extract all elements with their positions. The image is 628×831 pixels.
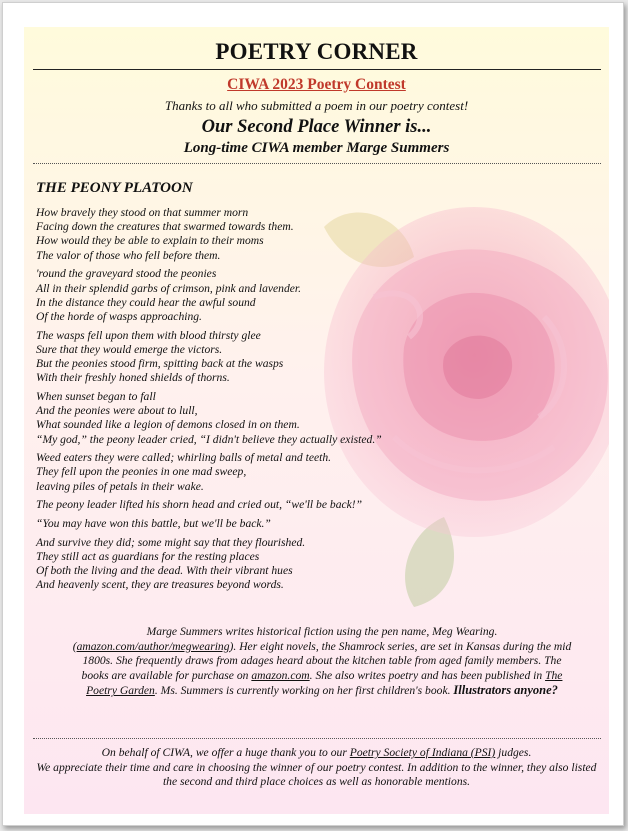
contest-heading: CIWA 2023 Poetry Contest: [227, 76, 406, 93]
poem-line: “My god,” the peony leader cried, “I didn't believe they actually existed.”: [36, 432, 382, 446]
psi-link[interactable]: Poetry Society of Indiana (PSI): [349, 746, 496, 759]
poem-stanza: [36, 517, 456, 531]
poem-line: “You may have won this battle, but we'll be back.”: [36, 517, 271, 531]
poem-line: The peony leader lifted his shorn head and cried out, “we'll be back!”: [36, 498, 363, 512]
poem-line: With their freshly honed shields of thorns.: [36, 371, 230, 385]
bio-text: . Ms. Summers is currently working on her first children's book.: [154, 684, 454, 698]
illustrators-callout: Illustrators anyone?: [453, 683, 558, 698]
poem-stanza: [36, 536, 456, 593]
poem-line: leaving piles of petals in their wake.: [36, 479, 204, 493]
winner-name: Long-time CIWA member Marge Summers: [183, 140, 450, 156]
newsletter-sheet: [24, 27, 609, 814]
poem-line: How would they be able to explain to their moms: [36, 234, 264, 248]
page-frame: [2, 2, 624, 826]
poem-line: The wasps fell upon them with blood thirsty glee: [36, 328, 261, 342]
poem-line: What sounded like a legion of demons closed in on them.: [36, 418, 300, 432]
closing-text: We appreciate their time and care in choosing the winner of our poetry contest. In addition to the winner, they also listed the second and third place choices as well as honorable mentions.: [36, 760, 597, 789]
dotted-divider: [33, 738, 601, 739]
poem-stanza: [36, 206, 456, 263]
poem-line: Of the horde of wasps approaching.: [36, 309, 202, 323]
closing-text: On behalf of CIWA, we offer a huge thank you to our: [101, 746, 350, 759]
bio-text: Marge Summers writes historical fiction using the pen name, Meg Wearing. (: [72, 625, 498, 653]
poem-body: [36, 206, 456, 597]
poem-line: They still act as guardians for the resting places: [36, 549, 260, 563]
title-divider: [33, 69, 601, 70]
poem-stanza: [36, 329, 456, 386]
poem-line: But the peonies stood firm, spitting back at the wasps: [36, 357, 284, 371]
poem-line: And the peonies were about to lull,: [36, 404, 198, 418]
page-title: POETRY CORNER: [215, 39, 418, 64]
poem-line: Of both the living and the dead. With their vibrant hues: [36, 564, 293, 578]
poem-title: THE PEONY PLATOON: [36, 180, 193, 196]
bio-text: . She also writes poetry and has been published in: [309, 668, 546, 682]
poem-line: In the distance they could hear the awful sound: [36, 295, 256, 309]
poem-line: All in their splendid garbs of crimson, pink and lavender.: [36, 281, 302, 295]
poem-line: And heavenly scent, they are treasures beyond words.: [36, 578, 284, 592]
amazon-link[interactable]: amazon.com: [251, 668, 310, 682]
poem-stanza: [36, 390, 456, 447]
poem-stanza: [36, 498, 456, 512]
poem-stanza: [36, 267, 456, 324]
bio-text: ). Her eight novels, the Shamrock series, are set in Kansas during the mid 1800s. She frequently draws from adages heard about the kitchen table from aged family members. The books are available for purchase on: [81, 639, 572, 682]
poem-line: When sunset began to fall: [36, 389, 156, 403]
amazon-author-link[interactable]: amazon.com/author/megwearing: [76, 639, 230, 653]
poetry-garden-link[interactable]: The Poetry Garden: [86, 668, 563, 698]
poem-line: And survive they did; some might say that they flourished.: [36, 535, 306, 549]
winner-heading: Our Second Place Winner is...: [201, 117, 432, 137]
poem-line: They fell upon the peonies in one mad sweep,: [36, 465, 247, 479]
dotted-divider: [33, 163, 601, 164]
poem-line: Weed eaters they were called; whirling balls of metal and teeth.: [36, 451, 332, 465]
poem-line: Facing down the creatures that swarmed towards them.: [36, 220, 294, 234]
poem-line: How bravely they stood on that summer morn: [36, 206, 249, 219]
thanks-line: Thanks to all who submitted a poem in our poetry contest!: [164, 98, 469, 113]
poem-line: Sure that they would emerge the victors.: [36, 342, 223, 356]
closing-thanks: [36, 746, 597, 790]
poem-line: The valor of those who fell before them.: [36, 248, 221, 262]
closing-text: judges.: [495, 746, 532, 759]
poem-stanza: [36, 451, 456, 494]
poem-line: 'round the graveyard stood the peonies: [36, 267, 217, 281]
author-bio: [72, 625, 572, 699]
